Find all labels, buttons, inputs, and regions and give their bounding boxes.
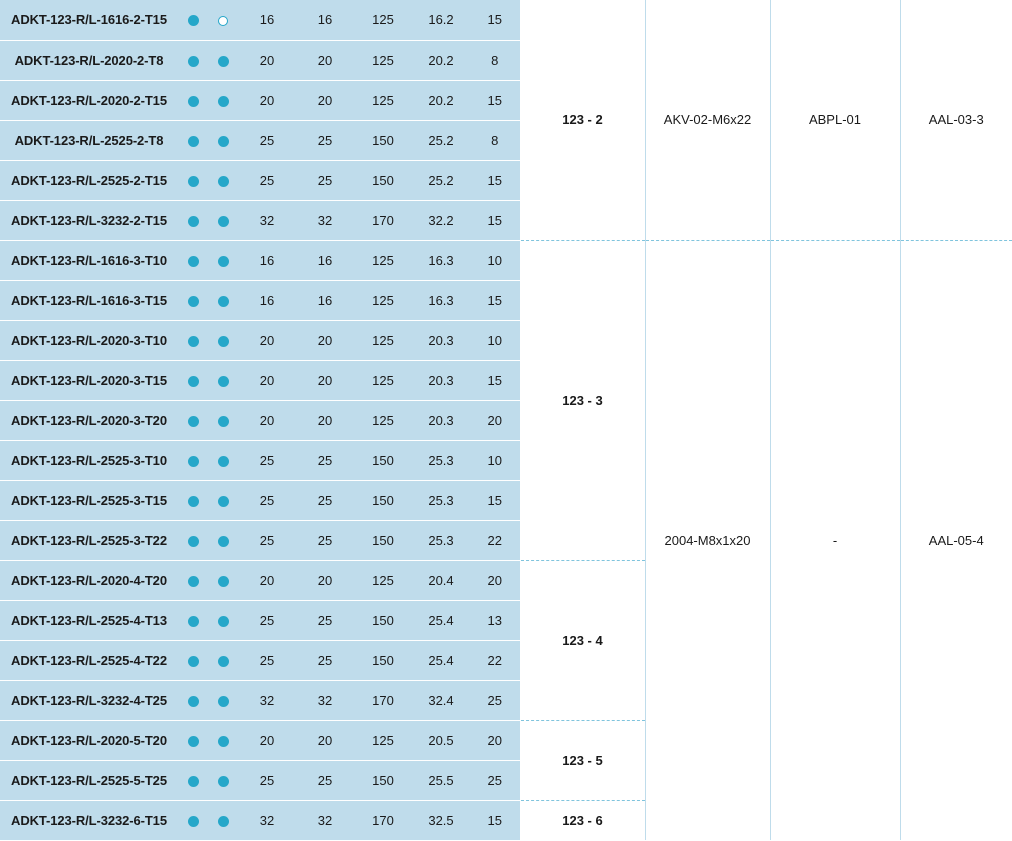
marker-2-icon <box>208 480 238 520</box>
cell-v2: 25 <box>296 120 354 160</box>
cell-v1: 32 <box>238 200 296 240</box>
marker-1-icon <box>178 80 208 120</box>
cell-v5: 15 <box>470 480 520 520</box>
cell-v1: 25 <box>238 480 296 520</box>
group-label: 123 - 3 <box>520 240 645 560</box>
cell-v3: 125 <box>354 80 412 120</box>
marker-1-icon <box>178 40 208 80</box>
group-label: 123 - 2 <box>520 0 645 240</box>
cell-v1: 25 <box>238 640 296 680</box>
cell-v4: 20.5 <box>412 720 470 760</box>
cell-v1: 20 <box>238 320 296 360</box>
row-designation: ADKT-123-R/L-2020-3-T20 <box>0 400 178 440</box>
cell-v3: 125 <box>354 400 412 440</box>
cell-v5: 15 <box>470 200 520 240</box>
marker-1-icon <box>178 560 208 600</box>
key-code: - <box>770 240 900 840</box>
marker-2-icon <box>208 560 238 600</box>
row-designation: ADKT-123-R/L-3232-6-T15 <box>0 800 178 840</box>
cell-v4: 20.3 <box>412 320 470 360</box>
cell-v5: 13 <box>470 600 520 640</box>
cell-v2: 32 <box>296 800 354 840</box>
cell-v4: 20.3 <box>412 360 470 400</box>
cell-v3: 125 <box>354 280 412 320</box>
cell-v2: 25 <box>296 480 354 520</box>
row-designation: ADKT-123-R/L-3232-2-T15 <box>0 200 178 240</box>
cell-v3: 150 <box>354 480 412 520</box>
cell-v5: 15 <box>470 80 520 120</box>
cell-v4: 25.4 <box>412 600 470 640</box>
cell-v3: 150 <box>354 640 412 680</box>
cell-v4: 25.5 <box>412 760 470 800</box>
cell-v4: 32.5 <box>412 800 470 840</box>
cell-v3: 125 <box>354 560 412 600</box>
row-designation: ADKT-123-R/L-1616-3-T10 <box>0 240 178 280</box>
cell-v1: 25 <box>238 440 296 480</box>
marker-2-icon <box>208 520 238 560</box>
cell-v1: 20 <box>238 720 296 760</box>
row-designation: ADKT-123-R/L-2525-3-T10 <box>0 440 178 480</box>
marker-1-icon <box>178 600 208 640</box>
cell-v3: 125 <box>354 720 412 760</box>
marker-1-icon <box>178 360 208 400</box>
cell-v5: 25 <box>470 680 520 720</box>
cell-v4: 32.2 <box>412 200 470 240</box>
cell-v5: 10 <box>470 240 520 280</box>
cell-v3: 170 <box>354 800 412 840</box>
marker-2-icon <box>208 440 238 480</box>
marker-1-icon <box>178 280 208 320</box>
row-designation: ADKT-123-R/L-2525-2-T15 <box>0 160 178 200</box>
cell-v1: 20 <box>238 80 296 120</box>
cell-v3: 150 <box>354 760 412 800</box>
row-designation: ADKT-123-R/L-2525-5-T25 <box>0 760 178 800</box>
cell-v2: 25 <box>296 640 354 680</box>
cell-v2: 25 <box>296 760 354 800</box>
marker-2-icon <box>208 160 238 200</box>
row-designation: ADKT-123-R/L-3232-4-T25 <box>0 680 178 720</box>
row-designation: ADKT-123-R/L-1616-2-T15 <box>0 0 178 40</box>
cell-v4: 25.3 <box>412 520 470 560</box>
cell-v5: 15 <box>470 800 520 840</box>
cell-v2: 20 <box>296 360 354 400</box>
marker-2-icon <box>208 640 238 680</box>
cell-v1: 20 <box>238 560 296 600</box>
cell-v1: 25 <box>238 120 296 160</box>
marker-1-icon <box>178 240 208 280</box>
cell-v5: 15 <box>470 360 520 400</box>
cell-v2: 25 <box>296 160 354 200</box>
key-code: ABPL-01 <box>770 0 900 240</box>
row-designation: ADKT-123-R/L-2020-2-T8 <box>0 40 178 80</box>
marker-1-icon <box>178 400 208 440</box>
cell-v3: 170 <box>354 680 412 720</box>
marker-2-icon <box>208 200 238 240</box>
cell-v3: 125 <box>354 240 412 280</box>
cell-v1: 25 <box>238 520 296 560</box>
screw-code: 2004-M8x1x20 <box>645 240 770 840</box>
cell-v5: 8 <box>470 120 520 160</box>
wrench-code: AAL-03-3 <box>900 0 1012 240</box>
group-label: 123 - 4 <box>520 560 645 720</box>
group-label: 123 - 5 <box>520 720 645 800</box>
cell-v5: 20 <box>470 560 520 600</box>
screw-code: AKV-02-M6x22 <box>645 0 770 240</box>
cell-v3: 125 <box>354 320 412 360</box>
cell-v2: 20 <box>296 80 354 120</box>
table-row <box>0 240 1012 280</box>
marker-1-icon <box>178 200 208 240</box>
cell-v3: 150 <box>354 520 412 560</box>
cell-v4: 20.3 <box>412 400 470 440</box>
cell-v1: 16 <box>238 0 296 40</box>
cell-v5: 15 <box>470 160 520 200</box>
wrench-code: AAL-05-4 <box>900 240 1012 840</box>
marker-2-icon <box>208 120 238 160</box>
cell-v1: 32 <box>238 680 296 720</box>
marker-2-icon <box>208 80 238 120</box>
cell-v5: 8 <box>470 40 520 80</box>
cell-v3: 150 <box>354 160 412 200</box>
cell-v1: 20 <box>238 40 296 80</box>
cell-v5: 15 <box>470 280 520 320</box>
marker-1-icon <box>178 320 208 360</box>
cell-v4: 25.2 <box>412 160 470 200</box>
marker-2-icon <box>208 280 238 320</box>
row-designation: ADKT-123-R/L-2525-3-T15 <box>0 480 178 520</box>
cell-v2: 16 <box>296 0 354 40</box>
cell-v1: 20 <box>238 400 296 440</box>
cell-v2: 32 <box>296 200 354 240</box>
group-label: 123 - 6 <box>520 800 645 840</box>
marker-2-icon <box>208 600 238 640</box>
cell-v3: 150 <box>354 120 412 160</box>
cell-v5: 22 <box>470 520 520 560</box>
cell-v5: 15 <box>470 0 520 40</box>
cell-v1: 25 <box>238 160 296 200</box>
cell-v1: 16 <box>238 280 296 320</box>
cell-v2: 25 <box>296 440 354 480</box>
row-designation: ADKT-123-R/L-2525-2-T8 <box>0 120 178 160</box>
marker-2-icon <box>208 320 238 360</box>
cell-v4: 16.3 <box>412 240 470 280</box>
cell-v2: 20 <box>296 320 354 360</box>
marker-1-icon <box>178 480 208 520</box>
cell-v3: 125 <box>354 40 412 80</box>
cell-v4: 20.2 <box>412 40 470 80</box>
marker-1-icon <box>178 800 208 840</box>
cell-v4: 25.4 <box>412 640 470 680</box>
marker-1-icon <box>178 520 208 560</box>
cell-v5: 20 <box>470 400 520 440</box>
cell-v2: 16 <box>296 280 354 320</box>
row-designation: ADKT-123-R/L-2020-3-T15 <box>0 360 178 400</box>
cell-v2: 16 <box>296 240 354 280</box>
cell-v4: 20.2 <box>412 80 470 120</box>
cell-v2: 20 <box>296 560 354 600</box>
cell-v5: 22 <box>470 640 520 680</box>
cell-v1: 20 <box>238 360 296 400</box>
cell-v2: 20 <box>296 400 354 440</box>
cell-v5: 10 <box>470 320 520 360</box>
cell-v4: 25.2 <box>412 120 470 160</box>
row-designation: ADKT-123-R/L-1616-3-T15 <box>0 280 178 320</box>
marker-1-icon <box>178 120 208 160</box>
row-designation: ADKT-123-R/L-2525-4-T22 <box>0 640 178 680</box>
marker-1-icon <box>178 160 208 200</box>
cell-v1: 25 <box>238 760 296 800</box>
marker-1-icon <box>178 440 208 480</box>
cell-v4: 16.2 <box>412 0 470 40</box>
cell-v3: 125 <box>354 360 412 400</box>
cell-v1: 16 <box>238 240 296 280</box>
row-designation: ADKT-123-R/L-2020-3-T10 <box>0 320 178 360</box>
marker-2-icon <box>208 800 238 840</box>
marker-2-icon <box>208 0 238 40</box>
table-row <box>0 0 1012 40</box>
marker-2-icon <box>208 40 238 80</box>
cell-v3: 150 <box>354 600 412 640</box>
marker-2-icon <box>208 680 238 720</box>
marker-1-icon <box>178 0 208 40</box>
marker-2-icon <box>208 400 238 440</box>
cell-v2: 20 <box>296 40 354 80</box>
marker-2-icon <box>208 720 238 760</box>
cell-v2: 32 <box>296 680 354 720</box>
cell-v4: 16.3 <box>412 280 470 320</box>
cell-v3: 125 <box>354 0 412 40</box>
cell-v1: 32 <box>238 800 296 840</box>
cell-v5: 25 <box>470 760 520 800</box>
row-designation: ADKT-123-R/L-2020-5-T20 <box>0 720 178 760</box>
cell-v4: 32.4 <box>412 680 470 720</box>
cell-v2: 25 <box>296 600 354 640</box>
cell-v1: 25 <box>238 600 296 640</box>
marker-1-icon <box>178 680 208 720</box>
cell-v5: 20 <box>470 720 520 760</box>
row-designation: ADKT-123-R/L-2525-4-T13 <box>0 600 178 640</box>
cell-v4: 25.3 <box>412 480 470 520</box>
cell-v2: 20 <box>296 720 354 760</box>
cell-v3: 170 <box>354 200 412 240</box>
marker-2-icon <box>208 240 238 280</box>
marker-1-icon <box>178 720 208 760</box>
row-designation: ADKT-123-R/L-2020-4-T20 <box>0 560 178 600</box>
cell-v4: 20.4 <box>412 560 470 600</box>
cell-v3: 150 <box>354 440 412 480</box>
marker-2-icon <box>208 360 238 400</box>
marker-1-icon <box>178 640 208 680</box>
cell-v5: 10 <box>470 440 520 480</box>
cell-v2: 25 <box>296 520 354 560</box>
marker-1-icon <box>178 760 208 800</box>
marker-2-icon <box>208 760 238 800</box>
row-designation: ADKT-123-R/L-2020-2-T15 <box>0 80 178 120</box>
cell-v4: 25.3 <box>412 440 470 480</box>
row-designation: ADKT-123-R/L-2525-3-T22 <box>0 520 178 560</box>
